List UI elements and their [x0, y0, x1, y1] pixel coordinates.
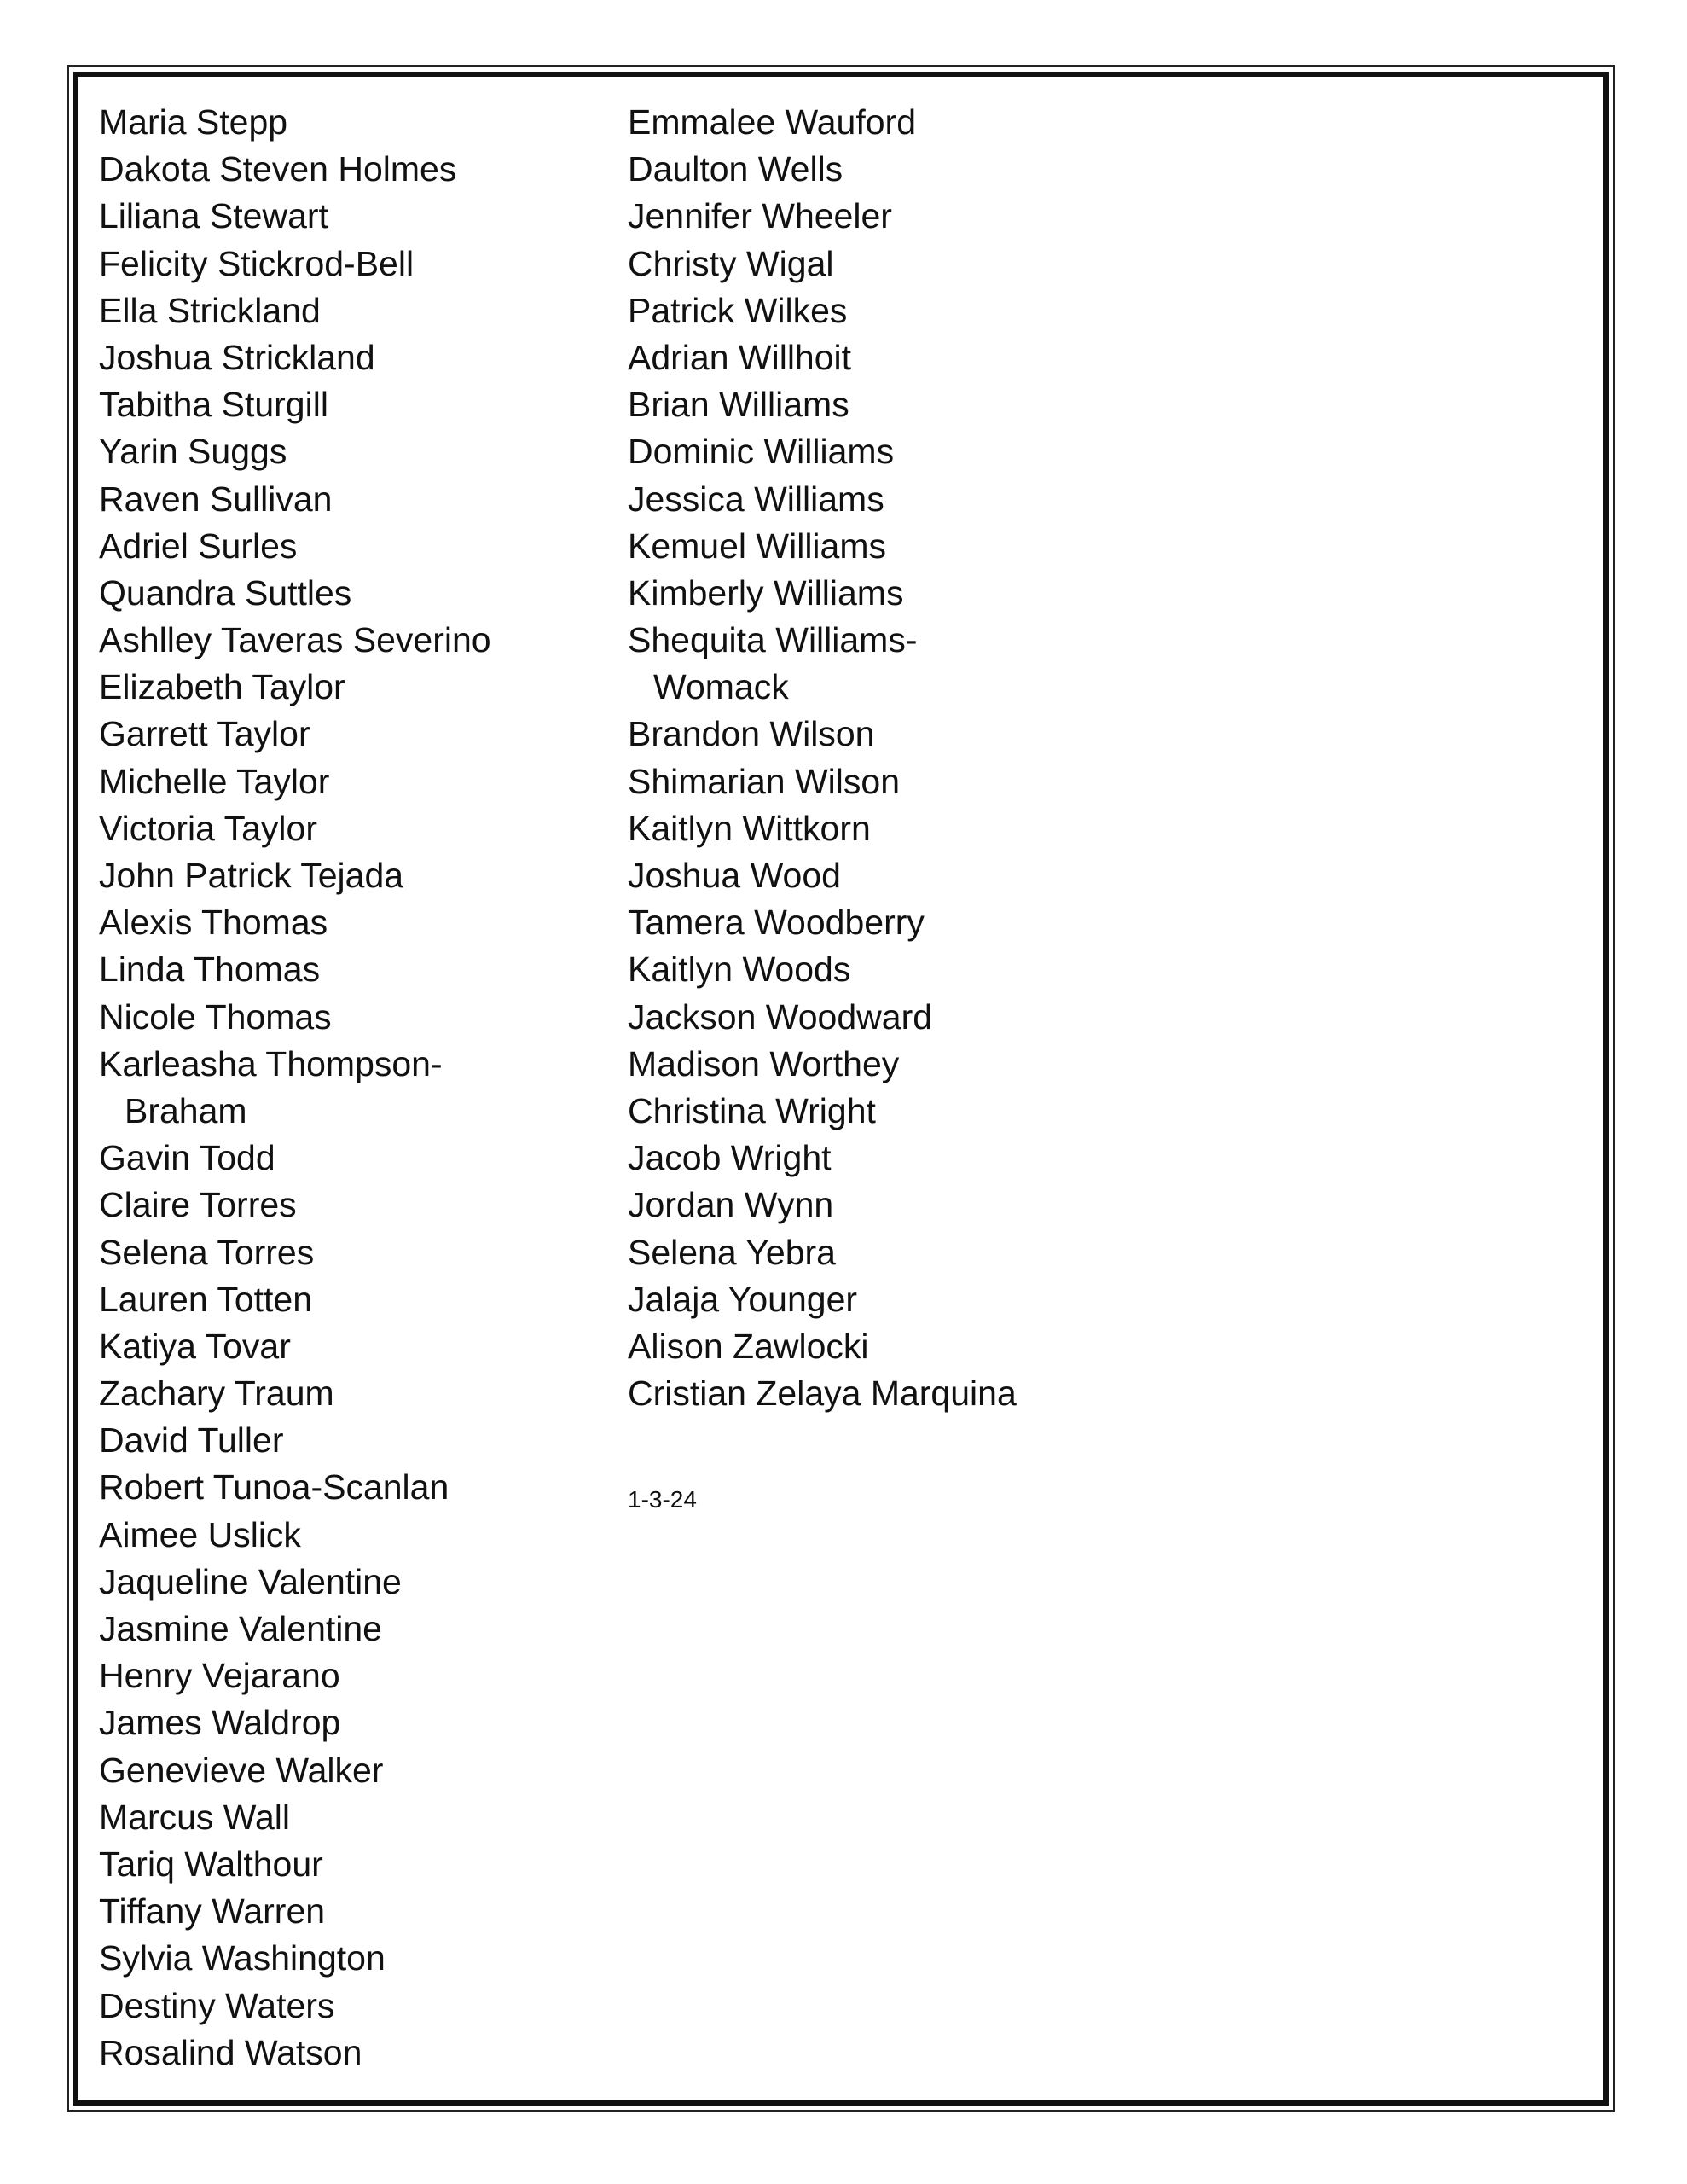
name-entry: Brandon Wilson [628, 714, 875, 754]
name-entry: Tiffany Warren [99, 1891, 326, 1931]
name-entry: Michelle Taylor [99, 761, 330, 801]
name-entry: Destiny Waters [99, 1985, 335, 2025]
name-entry: Kimberly Williams [628, 572, 904, 613]
name-entry-line: Shequita Williams- [628, 620, 918, 660]
names-column-left [99, 99, 611, 2077]
date-note: 1-3-24 [628, 1486, 697, 1513]
name-entry: Dakota Steven Holmes [99, 149, 457, 189]
name-entry-continuation: Womack [653, 667, 789, 707]
name-entry: Maria Stepp [99, 102, 288, 142]
name-entry: Henry Vejarano [99, 1656, 340, 1696]
name-entry: Adriel Surles [99, 526, 298, 566]
name-entry: Raven Sullivan [99, 479, 333, 519]
name-entry: Jalaja Younger [628, 1279, 858, 1319]
name-entry: Tabitha Sturgill [99, 385, 328, 425]
name-entry: Garrett Taylor [99, 714, 310, 754]
name-entry: Zachary Traum [99, 1374, 334, 1414]
name-entry: Jessica Williams [628, 479, 884, 519]
name-entry: Patrick Wilkes [628, 290, 848, 330]
name-entry: Genevieve Walker [99, 1750, 384, 1790]
name-entry: Tamera Woodberry [628, 903, 925, 943]
name-entry: Sylvia Washington [99, 1938, 386, 1978]
name-entry: Gavin Todd [99, 1138, 275, 1178]
name-entry: Ella Strickland [99, 290, 321, 330]
name-entry: Emmalee Wauford [628, 102, 916, 142]
name-entry-line: Karleasha Thompson- [99, 1043, 443, 1083]
name-entry: Selena Yebra [628, 1232, 836, 1272]
name-entry: John Patrick Tejada [99, 856, 404, 895]
name-entry: Quandra Suttles [99, 572, 352, 613]
name-entry: Tariq Walthour [99, 1844, 323, 1884]
name-entry: Yarin Suggs [99, 432, 287, 472]
name-entry: Brian Williams [628, 385, 849, 425]
name-entry: Elizabeth Taylor [99, 667, 345, 707]
name-entry: Christy Wigal [628, 243, 834, 283]
name-entry: Victoria Taylor [99, 808, 317, 848]
name-entry: Kemuel Williams [628, 526, 886, 566]
name-entry: Alexis Thomas [99, 903, 328, 943]
name-entry [99, 1041, 611, 1135]
name-entry: Nicole Thomas [99, 996, 332, 1037]
name-entry: Daulton Wells [628, 149, 844, 189]
name-entry [628, 617, 1225, 711]
names-column-right [628, 99, 1225, 1417]
name-entry: Jaqueline Valentine [99, 1561, 402, 1601]
name-entry: Joshua Strickland [99, 337, 375, 377]
name-entry: Jennifer Wheeler [628, 196, 892, 236]
name-entry: Selena Torres [99, 1232, 315, 1272]
name-entry: Kaitlyn Wittkorn [628, 808, 871, 848]
name-entry: Shimarian Wilson [628, 761, 900, 801]
name-entry: Christina Wright [628, 1090, 876, 1130]
name-entry: Marcus Wall [99, 1797, 290, 1837]
name-entry: Liliana Stewart [99, 196, 328, 236]
name-entry: Adrian Willhoit [628, 337, 852, 377]
name-entry: Joshua Wood [628, 856, 841, 896]
name-entry: Kaitlyn Woods [628, 950, 851, 990]
name-entry: Rosalind Watson [99, 2032, 362, 2072]
name-entry: Dominic Williams [628, 432, 895, 472]
name-entry: Linda Thomas [99, 950, 321, 990]
name-entry: Aimee Uslick [99, 1514, 301, 1554]
name-entry: Jordan Wynn [628, 1185, 834, 1225]
name-entry: Jacob Wright [628, 1138, 832, 1178]
name-entry: Claire Torres [99, 1185, 297, 1225]
name-entry: Jackson Woodward [628, 996, 933, 1037]
name-entry: Katiya Tovar [99, 1326, 291, 1366]
name-entry: Robert Tunoa-Scanlan [99, 1467, 449, 1507]
name-entry: Felicity Stickrod-Bell [99, 243, 415, 283]
name-entry: Ashlley Taveras Severino [99, 620, 491, 660]
name-entry: Lauren Totten [99, 1279, 313, 1319]
name-entry: Madison Worthey [628, 1043, 900, 1083]
name-entry-continuation: Braham [125, 1090, 247, 1130]
name-entry: Alison Zawlocki [628, 1326, 869, 1366]
name-entry: Cristian Zelaya Marquina [628, 1374, 1017, 1414]
name-entry: Jasmine Valentine [99, 1609, 382, 1649]
name-entry: James Waldrop [99, 1703, 341, 1743]
name-entry: David Tuller [99, 1420, 284, 1461]
